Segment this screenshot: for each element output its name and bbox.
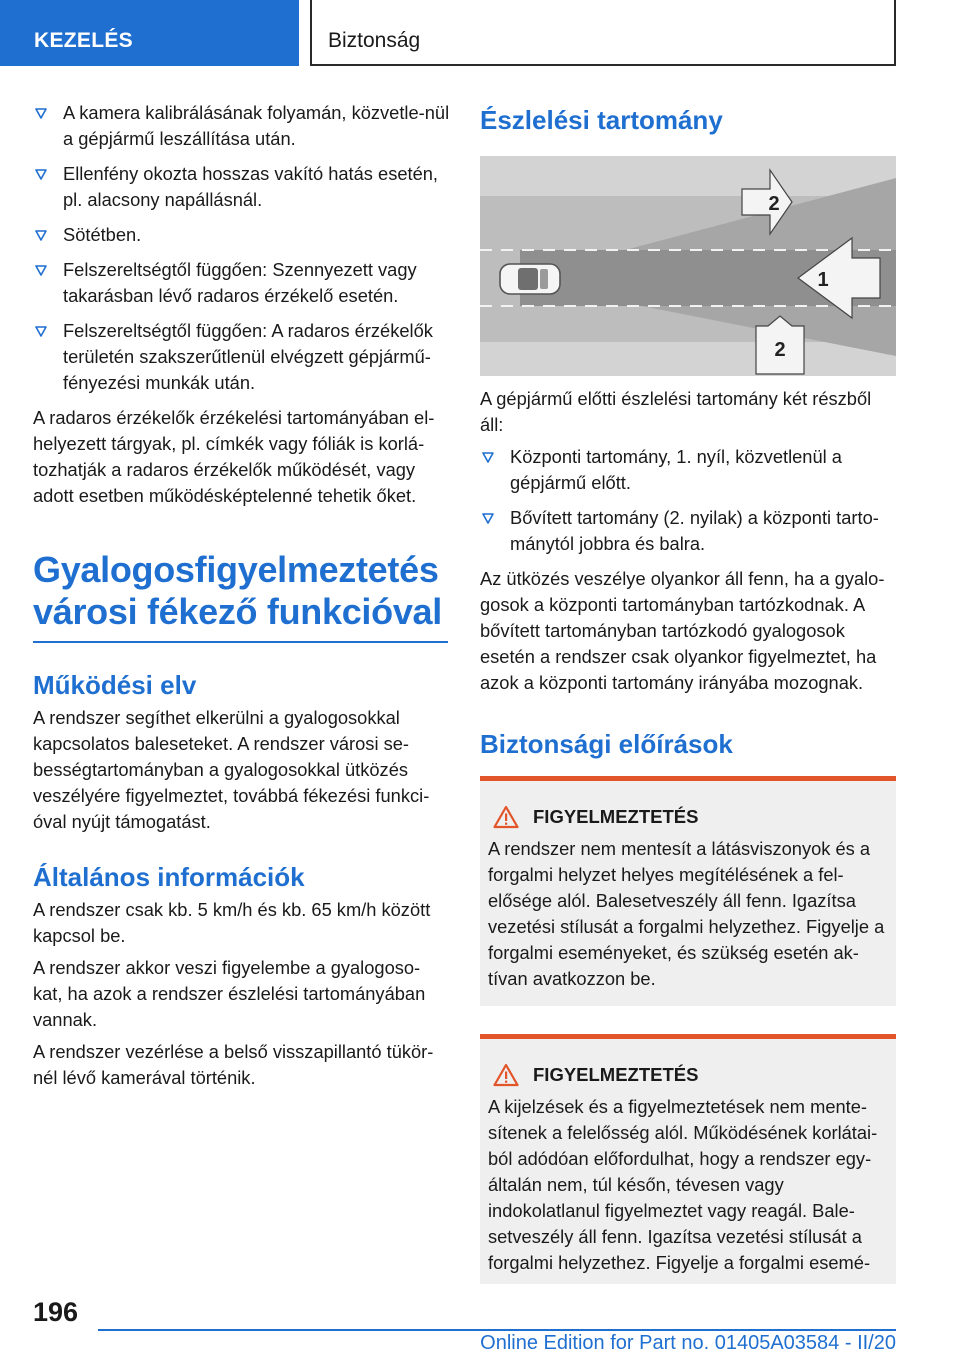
diagram-label-2-top: 2 xyxy=(768,193,780,215)
warning-title-text: FIGYELMEZTETÉS xyxy=(533,806,699,827)
warning-title xyxy=(488,1063,888,1087)
warning-box xyxy=(480,1034,896,1284)
detection-range-diagram xyxy=(480,156,896,376)
triangle-bullet-icon xyxy=(35,169,47,180)
triangle-bullet-icon xyxy=(35,230,47,241)
triangle-bullet-icon xyxy=(482,513,494,524)
section-heading-general: Általános információk xyxy=(33,862,305,892)
general-paragraph: A rendszer akkor veszi figyelembe a gyalogoso-kat, ha azok a rendszer észlelési tartományában vannak. xyxy=(33,957,426,1030)
diagram-label-1: 1 xyxy=(817,269,829,291)
edition-text: Online Edition for Part no. 01405A03584 - II/20 xyxy=(480,1332,896,1354)
right-column xyxy=(480,100,896,1284)
list-item-text: Központi tartomány, 1. nyíl, közvetlenül a gépjármű előtt. xyxy=(510,446,842,493)
list-item-text: Ellenfény okozta hosszas vakító hatás esetén, pl. alacsony napállásnál. xyxy=(63,163,438,210)
list-item xyxy=(33,100,454,152)
triangle-bullet-icon xyxy=(35,326,47,337)
diagram-intro: A gépjármű előtti észlelési tartomány két részből áll: xyxy=(480,388,872,435)
left-column xyxy=(33,100,448,1097)
condition-list xyxy=(33,100,448,396)
warning-triangle-icon xyxy=(493,805,519,829)
objects-paragraph: A radaros érzékelők érzékelési tartományában el-helyezett tárgyak, pl. címkék vagy fóliák is korlá-tozhatják a radaros érzékelők működését, vagy adott esetben működésképtelenné tehetik őket. xyxy=(33,407,435,506)
list-item-text: Felszereltségtől függően: Szennyezett vagy takarásban lévő radaros érzékelő esetén. xyxy=(63,259,417,306)
list-item xyxy=(33,222,448,248)
warning-title xyxy=(488,805,888,829)
range-list xyxy=(480,444,896,557)
triangle-bullet-icon xyxy=(482,452,494,463)
footer-rule xyxy=(98,1329,896,1331)
diagram-label-2-bottom: 2 xyxy=(774,339,786,361)
safety-heading: Biztonsági előírások xyxy=(480,729,733,759)
list-item-text: Sötétben. xyxy=(63,224,142,245)
list-item-text: Bővített tartomány (2. nyilak) a központi tarto-mánytól jobbra és balra. xyxy=(510,507,879,554)
list-item xyxy=(480,444,896,496)
list-item-text: A kamera kalibrálásának folyamán, közvetle-nül a gépjármű leszállítása után. xyxy=(63,102,450,149)
general-paragraph: A rendszer csak kb. 5 km/h és kb. 65 km/h között kapcsol be. xyxy=(33,899,431,946)
warning-triangle-icon xyxy=(493,1063,519,1087)
list-item xyxy=(480,505,896,557)
chapter-tab: KEZELÉS xyxy=(0,0,299,66)
general-paragraph: A rendszer vezérlése a belső visszapillantó tükör-nél lévő kamerával történik. xyxy=(33,1041,434,1088)
list-item xyxy=(33,318,448,396)
collision-paragraph: Az ütközés veszélye olyankor áll fenn, ha a gyalo-gosok a központi tartományban tartózkodnak. A bővített tartományban tartózkodó gyalogosok esetén a rendszer csak olyankor figyelmeztet, ha azok a központi tartomány irányába mozognak. xyxy=(480,568,885,693)
warning-title-text: FIGYELMEZTETÉS xyxy=(533,1064,699,1085)
principle-paragraph: A rendszer segíthet elkerülni a gyalogosokkal kapcsolatos baleseteket. A rendszer városi se-bességtartományban a gyalogosokkal ütközés veszélyére figyelmeztet, továbbá fékezési funkci-óval nyújt támogatást. xyxy=(33,707,430,832)
triangle-bullet-icon xyxy=(35,108,47,119)
section-heading-principle: Működési elv xyxy=(33,670,197,700)
page-header xyxy=(0,0,960,66)
page-number: 196 xyxy=(33,1297,79,1327)
detection-range-heading: Észlelési tartomány xyxy=(480,105,723,135)
warning-box xyxy=(480,776,896,1006)
triangle-bullet-icon xyxy=(35,265,47,276)
warning-text: A kijelzések és a figyelmeztetések nem mente-sítenek a felelősség alól. Működésének korlátai-ból adódóan előfordulhat, hogy a rendszer egy-általán nem, túl későn, tévesen vagy indokolatlanul figyelmeztet vagy reagál. Bale-setveszély áll fenn. Igazítsa vezetési stílusát a forgalmi helyzethez. Figyelje a forgalmi esemé- xyxy=(488,1096,878,1273)
list-item xyxy=(33,161,448,213)
car-icon xyxy=(500,264,560,294)
list-item xyxy=(33,257,448,309)
section-tab: Biztonság xyxy=(310,0,896,66)
list-item-text: Felszereltségtől függően: A radaros érzékelők területén szakszerűtlenül elvégzett gépjármű-fényezési munkák után. xyxy=(63,320,433,393)
main-heading: Gyalogosfigyelmeztetés városi fékező funkcióval xyxy=(33,549,442,632)
warning-text: A rendszer nem mentesít a látásviszonyok és a forgalmi helyzet helyes megítélésének a fel-elősége alól. Balesetveszély áll fenn. Igazítsa vezetési stílusát a forgalmi helyzethez. Figyelje a forgalmi eseményeket, és szükség esetén ak-tívan avatkozzon be. xyxy=(488,838,885,989)
